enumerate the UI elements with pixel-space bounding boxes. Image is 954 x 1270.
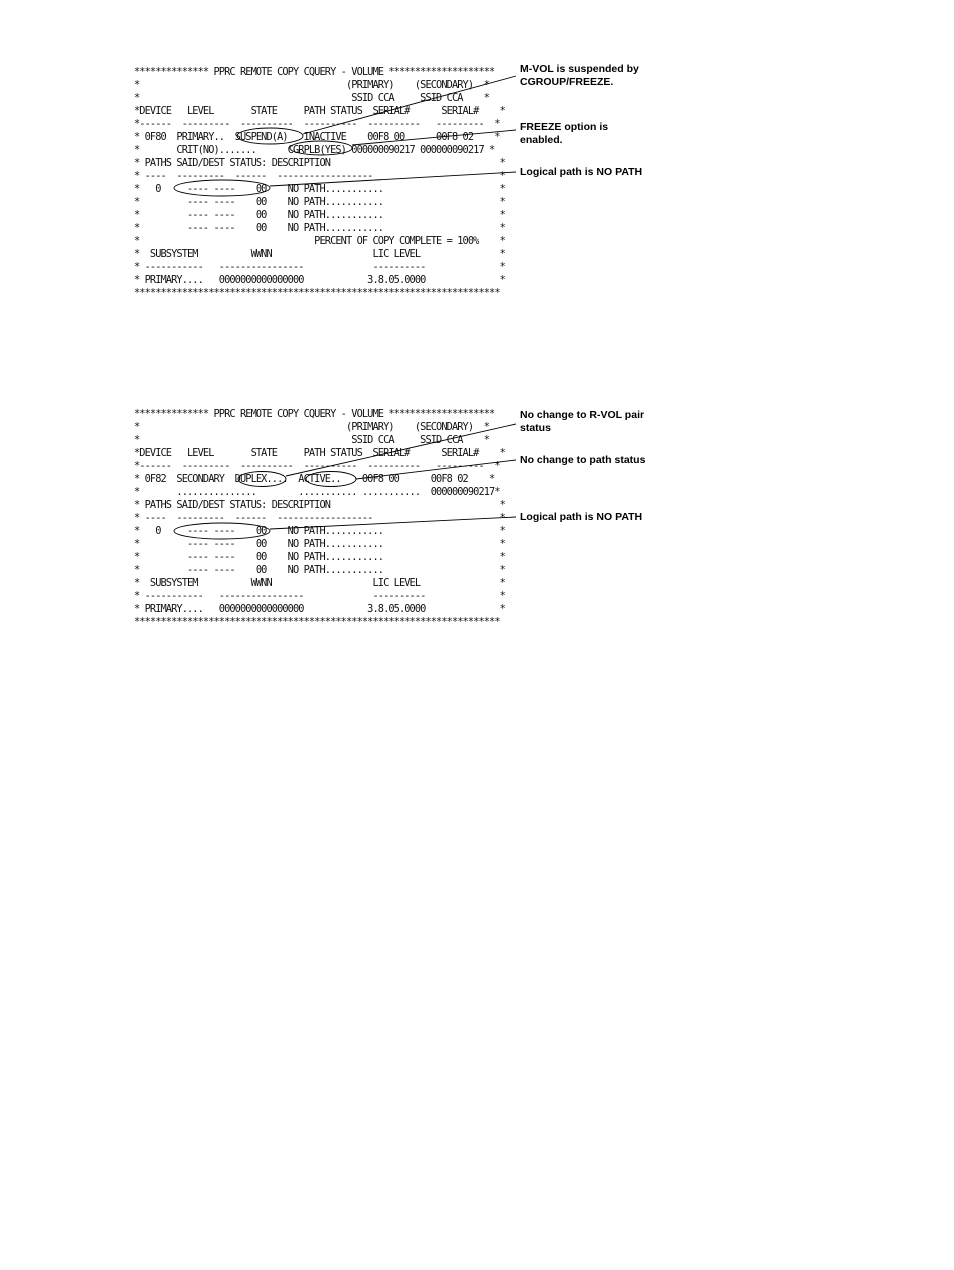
terminal-line: * SSID CCA SSID CCA * [134,92,490,104]
terminal-line: * ----------- ---------------- ---------- * [134,590,505,602]
terminal-line: * 0F82 SECONDARY DUPLEX.... ACTIVE.. 00F8 00 00F8 02 * [134,473,495,485]
terminal-line: * 0F80 PRIMARY.. SUSPEND(A) INACTIVE 00F8 00 00F8 02 * [134,131,500,143]
terminal-line: * ---- ---- 00 NO PATH........... * [134,538,505,550]
terminal-line: * (PRIMARY) (SECONDARY) * [134,79,490,91]
callout-no-path: Logical path is NO PATH [520,166,643,178]
terminal-line: * SUBSYSTEM WWNN LIC LEVEL * [134,577,505,589]
terminal-line: ************** PPRC REMOTE COPY CQUERY - VOLUME ******************** [134,66,495,78]
terminal-line: * ---- ---- 00 NO PATH........... * [134,222,505,234]
terminal-line: * ---- ---- 00 NO PATH........... * [134,564,505,576]
terminal-line: * (PRIMARY) (SECONDARY) * [134,421,490,433]
terminal-line: *------ --------- ---------- ---------- ---------- --------- * [134,118,500,130]
terminal-line: * PERCENT OF COPY COMPLETE = 100% * [134,235,505,247]
terminal-line: *------ --------- ---------- ---------- ---------- --------- * [134,460,500,472]
terminal-line: * PATHS SAID/DEST STATUS: DESCRIPTION * [134,157,505,169]
terminal-line: ********************************************************************* [134,287,500,299]
terminal-line: * CRIT(NO)....... CGRPLB(YES) 000000090217 000000090217 * [134,144,495,156]
terminal-line: * PRIMARY.... 0000000000000000 3.8.05.0000 * [134,603,505,615]
callout-no-path: Logical path is NO PATH [520,511,643,523]
terminal-line: ************** PPRC REMOTE COPY CQUERY - VOLUME ******************** [134,408,495,420]
terminal-line: ********************************************************************* [134,616,500,628]
terminal-line: *DEVICE LEVEL STATE PATH STATUS SERIAL# SERIAL# * [134,105,505,117]
callout-freeze-enabled: FREEZE option is enabled. [520,121,609,146]
callout-path-no-change: No change to path status [520,454,646,466]
callout-mvol-suspended: M-VOL is suspended by CGROUP/FREEZE. [520,63,639,88]
terminal-line: * PATHS SAID/DEST STATUS: DESCRIPTION * [134,499,505,511]
terminal-line: * ---- ---- 00 NO PATH........... * [134,209,505,221]
terminal-line: * ----------- ---------------- ---------- * [134,261,505,273]
terminal-line: * ---- --------- ------ ------------------ * [134,170,505,182]
terminal-line: * 0 ---- ---- 00 NO PATH........... * [134,525,505,537]
terminal-line: * SUBSYSTEM WWNN LIC LEVEL * [134,248,505,260]
terminal-line: * ---- --------- ------ ------------------ * [134,512,505,524]
terminal-line: * ---- ---- 00 NO PATH........... * [134,196,505,208]
terminal-line: * PRIMARY.... 0000000000000000 3.8.05.0000 * [134,274,505,286]
terminal-line: *DEVICE LEVEL STATE PATH STATUS SERIAL# SERIAL# * [134,447,505,459]
terminal-line: * SSID CCA SSID CCA * [134,434,490,446]
terminal-line: * ............... ........... ........... 000000090217* [134,486,500,498]
callout-rvol-no-change: No change to R-VOL pair status [520,409,645,434]
terminal-line: * 0 ---- ---- 00 NO PATH........... * [134,183,505,195]
terminal-line: * ---- ---- 00 NO PATH........... * [134,551,505,563]
